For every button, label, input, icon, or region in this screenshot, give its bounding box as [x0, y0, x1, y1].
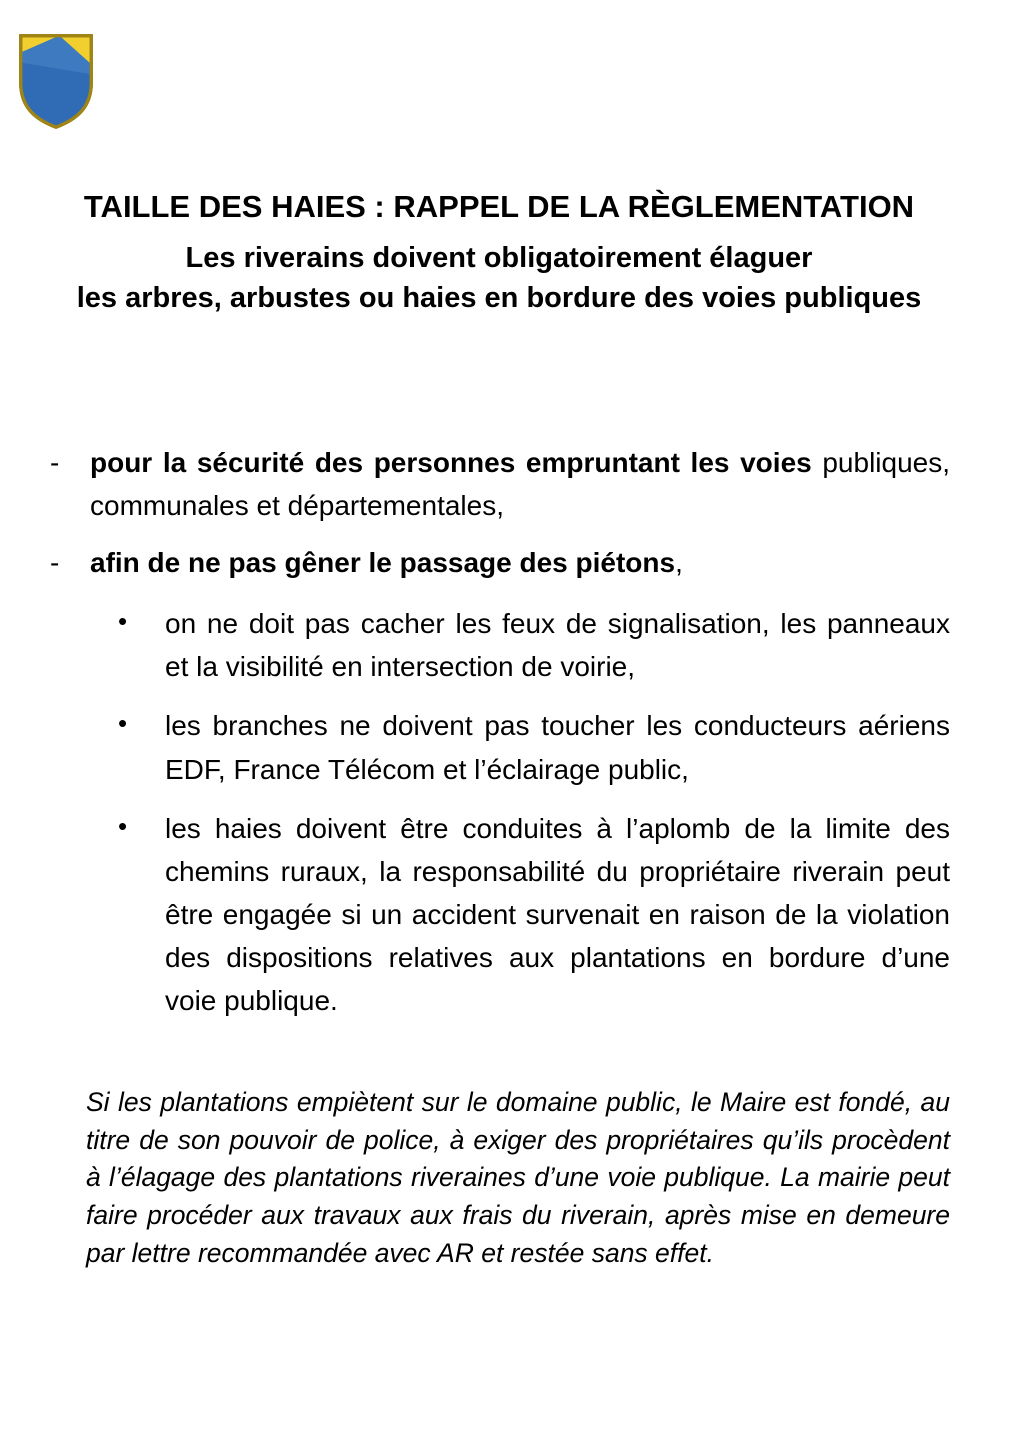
subtitle-line-1: Les riverains doivent obligatoirement élaguer — [185, 241, 813, 274]
bullet-item-text: les branches ne doivent pas toucher les conducteurs aériens EDF, France Télécom et l’éclairage public, — [165, 710, 950, 785]
mayor-powers-paragraph: Si les plantations empiètent sur le domaine public, le Maire est fondé, au titre de son pouvoir de police, à exiger des propriétaires qu’ils procèdent à l’élagage des plantations riveraines d’une voie publique. La mairie peut faire procéder aux travaux aux frais du riverain, après mise en demeure par lettre recommandée avec AR et restée sans effet. — [86, 1087, 950, 1268]
dash-item-rest-text: , — [675, 547, 683, 579]
coat-of-arms-logo — [14, 30, 98, 132]
document-title: TAILLE DES HAIES : RAPPEL DE LA RÈGLEMENTATION — [83, 189, 915, 224]
dash-marker: - — [50, 547, 60, 579]
shield-icon — [14, 30, 98, 132]
bullet-item-branches — [118, 704, 950, 790]
bullet-marker: • — [118, 708, 128, 739]
bullet-item-text: les haies doivent être conduites à l’aplomb de la limite des chemins ruraux, la responsabilité du propriétaire riverain peut être engagée si un accident survenait en raison de la violation des dispositions relatives aux plantations en bordure d’une voie publique. — [165, 812, 950, 1017]
document-subtitle — [48, 238, 950, 318]
dash-list — [48, 441, 950, 1022]
dash-item-bold-text: afin de ne pas gêner le passage des piétons — [90, 547, 676, 579]
bullet-item-signals — [118, 602, 950, 688]
dash-item-rest-text: publiques, communales et départementales, — [90, 446, 950, 521]
bullet-marker: • — [118, 810, 128, 841]
dash-item-pedestrians — [48, 541, 950, 584]
bullet-item-hedges — [118, 807, 950, 1023]
bullet-marker: • — [118, 606, 128, 637]
dash-marker: - — [50, 446, 60, 478]
bullet-item-text: on ne doit pas cacher les feux de signalisation, les panneaux et la visibilité en intersection de voirie, — [165, 608, 950, 683]
subtitle-line-2: les arbres, arbustes ou haies en bordure des voies publiques — [76, 281, 922, 314]
dash-item-bold-text: pour la sécurité des personnes empruntant les voies — [90, 446, 812, 478]
bullet-list — [48, 602, 950, 1022]
dash-item-security — [48, 441, 950, 527]
